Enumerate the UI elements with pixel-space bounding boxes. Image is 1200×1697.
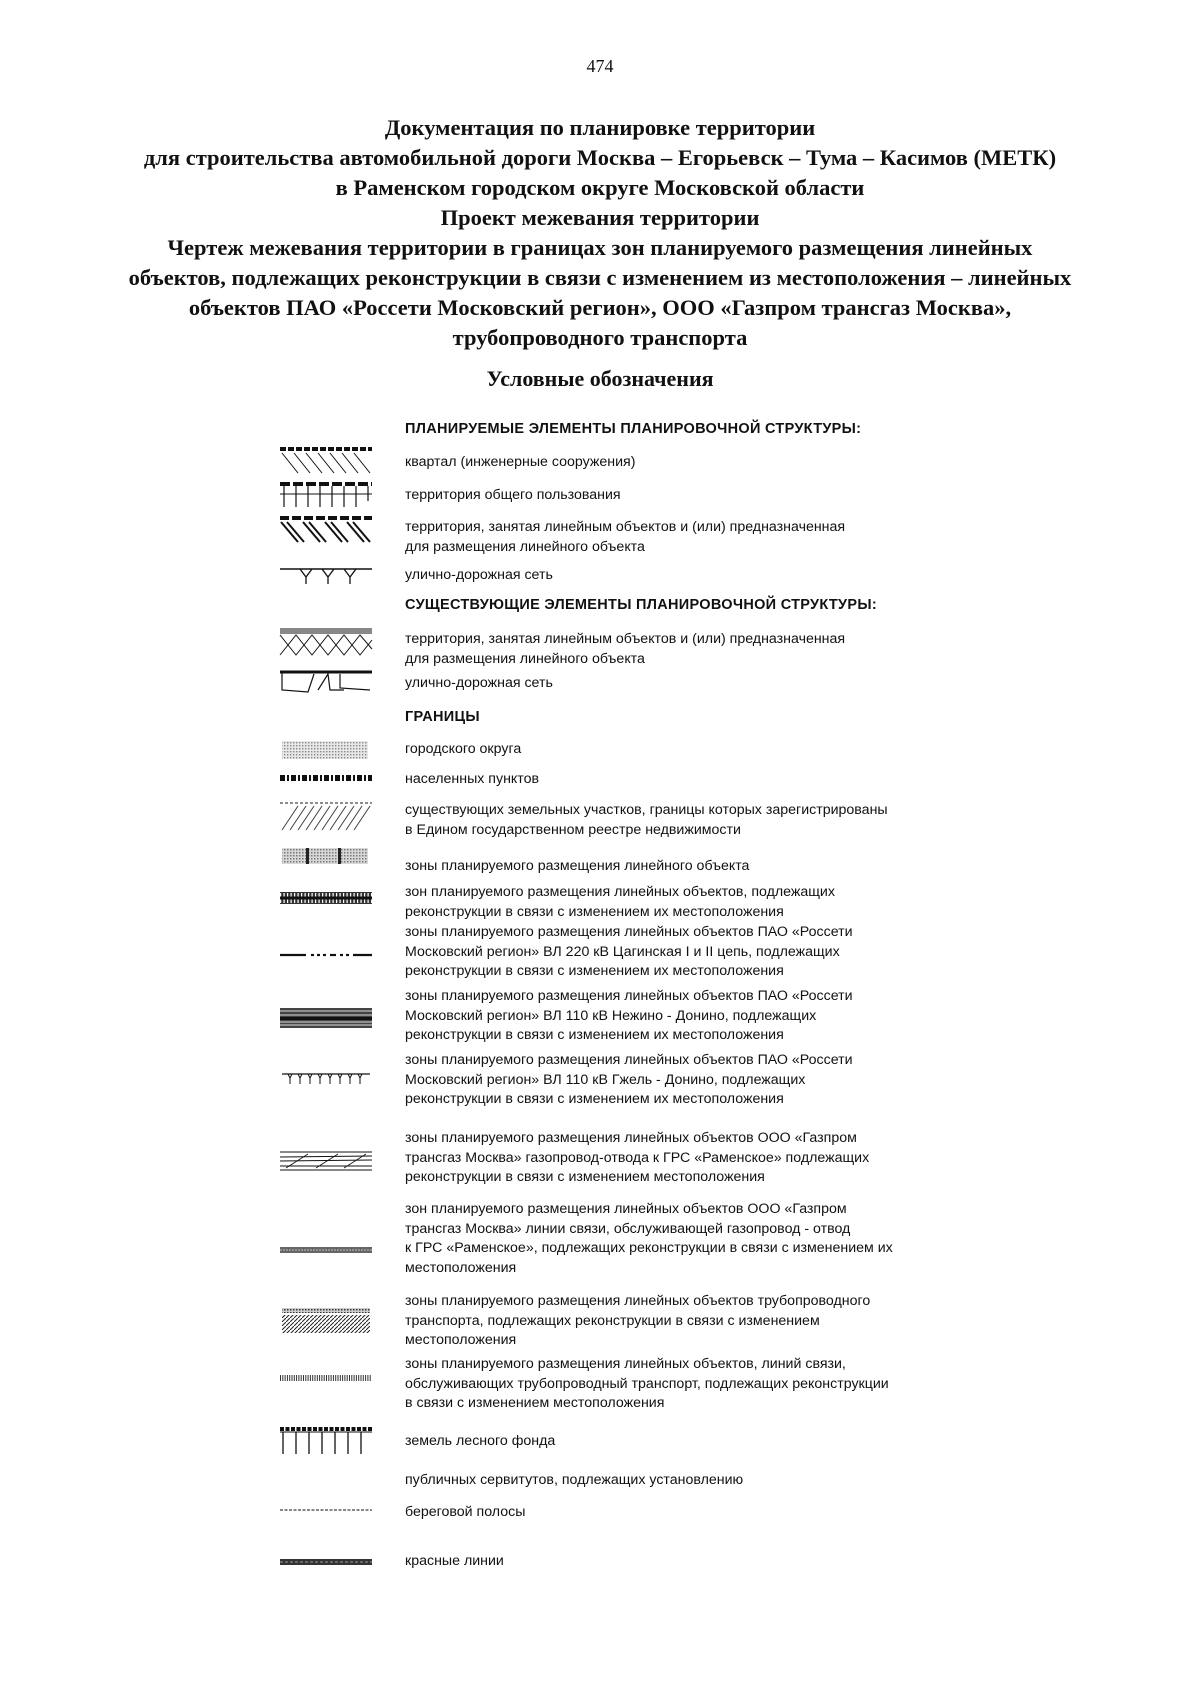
legend-item-gas-pipeline: зоны планируемого размещения линейных объектов ООО «Газпром трансгаз Москва» газопровод-отвода к ГРС «Раменское» подлежащих реконструкции в связи с изменением местоположения: [405, 1130, 870, 1185]
title-line: Документация по планировке территории: [384, 115, 816, 140]
legend-item-land-plots: существующих земельных участков, границы которых зарегистрированы в Едином государственном реестре недвижимости: [405, 802, 888, 838]
pipeline-communication-symbol: [278, 1373, 374, 1383]
legend-item-public-servitudes: публичных сервитутов, подлежащих установлению: [405, 1472, 744, 1488]
legend-item-forest-lands: земель лесного фонда: [405, 1433, 556, 1449]
quarter-symbol: [278, 446, 374, 476]
red-lines-symbol: [278, 1557, 374, 1567]
page-number: 474: [586, 56, 614, 76]
gas-pipeline-symbol: [278, 1148, 374, 1174]
legend-item-existing-road: улично-дорожная сеть: [405, 675, 553, 691]
title-line: Проект межевания территории: [440, 205, 760, 230]
existing-road-symbol: [278, 668, 374, 694]
planned-linear-territory-symbol: [278, 514, 374, 544]
legend-item-vl220: зоны планируемого размещения линейных объектов ПАО «Россети Московский регион» ВЛ 220 кВ Цагинская I и II цепь, подлежащих реконструкции в связи с изменением их местоположения: [405, 924, 853, 979]
title-line: объектов, подлежащих реконструкции в связи с изменением из местоположения – линейных: [128, 265, 1072, 290]
zones-reconstruction-symbol: [278, 890, 374, 906]
legend-item-existing-linear: территория, занятая линейным объектов и (или) предназначенная для размещения линейного объекта: [405, 631, 846, 667]
public-territory-symbol: [278, 481, 374, 509]
zones-linear-symbol: [278, 846, 374, 866]
section-existing-heading: СУЩЕСТВУЮЩИЕ ЭЛЕМЕНТЫ ПЛАНИРОВОЧНОЙ СТРУКТУРЫ:: [405, 597, 877, 613]
section-borders-heading: ГРАНИЦЫ: [405, 709, 480, 725]
legend-item-pipeline-transport: зоны планируемого размещения линейных объектов трубопроводного транспорта, подлежащих реконструкции в связи с изменением местоположения: [405, 1293, 871, 1348]
legend-item-shore-strip: береговой полосы: [405, 1504, 526, 1520]
legend-item-vl110-gzhel: зоны планируемого размещения линейных объектов ПАО «Россети Московский регион» ВЛ 110 кВ Гжель - Донино, подлежащих реконструкции в связи с изменением их местоположения: [405, 1052, 853, 1107]
vl110-gzhel-symbol: [278, 1070, 374, 1086]
legend-item-public-territory: территория общего пользования: [405, 487, 621, 503]
title-line: объектов ПАО «Россети Московский регион», ООО «Газпром трансгаз Москва»,: [188, 295, 1012, 320]
legend-item-quarter: квартал (инженерные сооружения): [405, 454, 636, 470]
legend-item-settlements: населенных пунктов: [405, 771, 540, 787]
legend-item-red-lines: красные линии: [405, 1553, 504, 1569]
title-line: трубопроводного транспорта: [452, 325, 748, 350]
title-line: Чертеж межевания территории в границах зон планируемого размещения линейных: [167, 235, 1033, 260]
legend-item-zones-linear: зоны планируемого размещения линейного объекта: [405, 858, 750, 874]
legend-heading: Условные обозначения: [486, 366, 714, 391]
legend-item-vl110-nezhino: зоны планируемого размещения линейных объектов ПАО «Россети Московский регион» ВЛ 110 кВ Нежино - Донино, подлежащих реконструкции в связи с изменением их местоположения: [405, 988, 853, 1043]
city-district-symbol: [278, 739, 374, 761]
vl110-nezhino-symbol: [278, 1006, 374, 1030]
title-line: для строительства автомобильной дороги Москва – Егорьевск – Тума – Касимов (МЕТК): [143, 145, 1057, 170]
land-plots-symbol: [278, 800, 374, 832]
section-planned-heading: ПЛАНИРУЕМЫЕ ЭЛЕМЕНТЫ ПЛАНИРОВОЧНОЙ СТРУКТУРЫ:: [405, 421, 862, 437]
settlements-symbol: [278, 773, 374, 783]
existing-linear-territory-symbol: [278, 627, 374, 657]
legend-item-zones-reconstruction: зон планируемого размещения линейных объектов, подлежащих реконструкции в связи с изменением их местоположения: [405, 884, 835, 920]
legend-item-pipeline-communication: зоны планируемого размещения линейных объектов, линий связи, обслуживающих трубопроводный транспорт, подлежащих реконструкции в связи с изменением местоположения: [405, 1356, 889, 1411]
forest-lands-symbol: [278, 1426, 374, 1456]
legend-item-planned-road: улично-дорожная сеть: [405, 567, 553, 583]
title-line: в Раменском городском округе Московской области: [335, 175, 865, 200]
legend-item-planned-linear: территория, занятая линейным объектов и (или) предназначенная для размещения линейного объекта: [405, 519, 846, 555]
legend-item-gas-communication-line: зон планируемого размещения линейных объектов ООО «Газпром трансгаз Москва» линии связи, обслуживающей газопровод - отвод к ГРС «Раменское», подлежащих реконструкции в связи с изменением их местоположения: [405, 1201, 893, 1276]
gas-communication-line-symbol: [278, 1245, 374, 1255]
vl220-symbol: [278, 950, 374, 960]
planned-road-symbol: [278, 564, 374, 586]
pipeline-transport-symbol: [278, 1306, 374, 1336]
legend-item-city-district: городского округа: [405, 741, 522, 757]
shore-strip-symbol: [278, 1506, 374, 1514]
